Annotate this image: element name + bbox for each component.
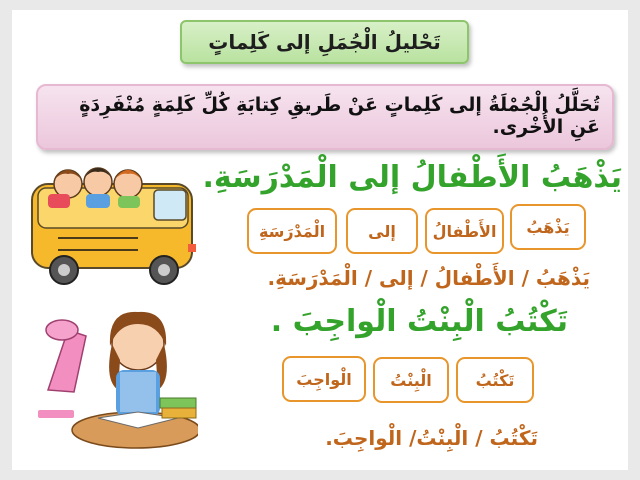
word-card-1: يَذْهَبُ (510, 204, 586, 250)
intro-text: تُحَلَّلُ الْجُمْلَةُ إلى كَلِماتٍ عَنْ طَريقِ كِتابَةِ كُلِّ كَلِمَةٍ مُنْفَرِدَةٍ عَنِ الأُخْرى. (36, 84, 614, 150)
example1-sentence: يَذْهَبُ الأَطْفالُ إلى الْمَدْرَسَةِ. (202, 160, 622, 195)
word-card-4: الْمَدْرَسَةِ (247, 208, 337, 254)
girl-studying-illustration (28, 300, 198, 460)
school-bus-illustration (28, 158, 200, 288)
example2-answer: تَكْتُبُ / الْبِنْتُ/ الْواجِبَ. (325, 426, 538, 450)
word-card-5: تَكْتُبُ (456, 357, 534, 403)
example1-answer: يَذْهَبُ / الأَطْفالُ / إلى / الْمَدْرَسَةِ. (267, 266, 590, 290)
word-card-7: الْواجِبَ (282, 356, 366, 402)
page-title: تَحْليلُ الْجُمَلِ إلى كَلِماتٍ (180, 20, 469, 64)
example2-sentence: تَكْتُبُ الْبِنْتُ الْواجِبَ . (270, 304, 568, 339)
word-card-6: الْبِنْتُ (373, 357, 449, 403)
word-card-3: إلى (346, 208, 418, 254)
word-card-2: الأَطْفالُ (425, 208, 504, 254)
